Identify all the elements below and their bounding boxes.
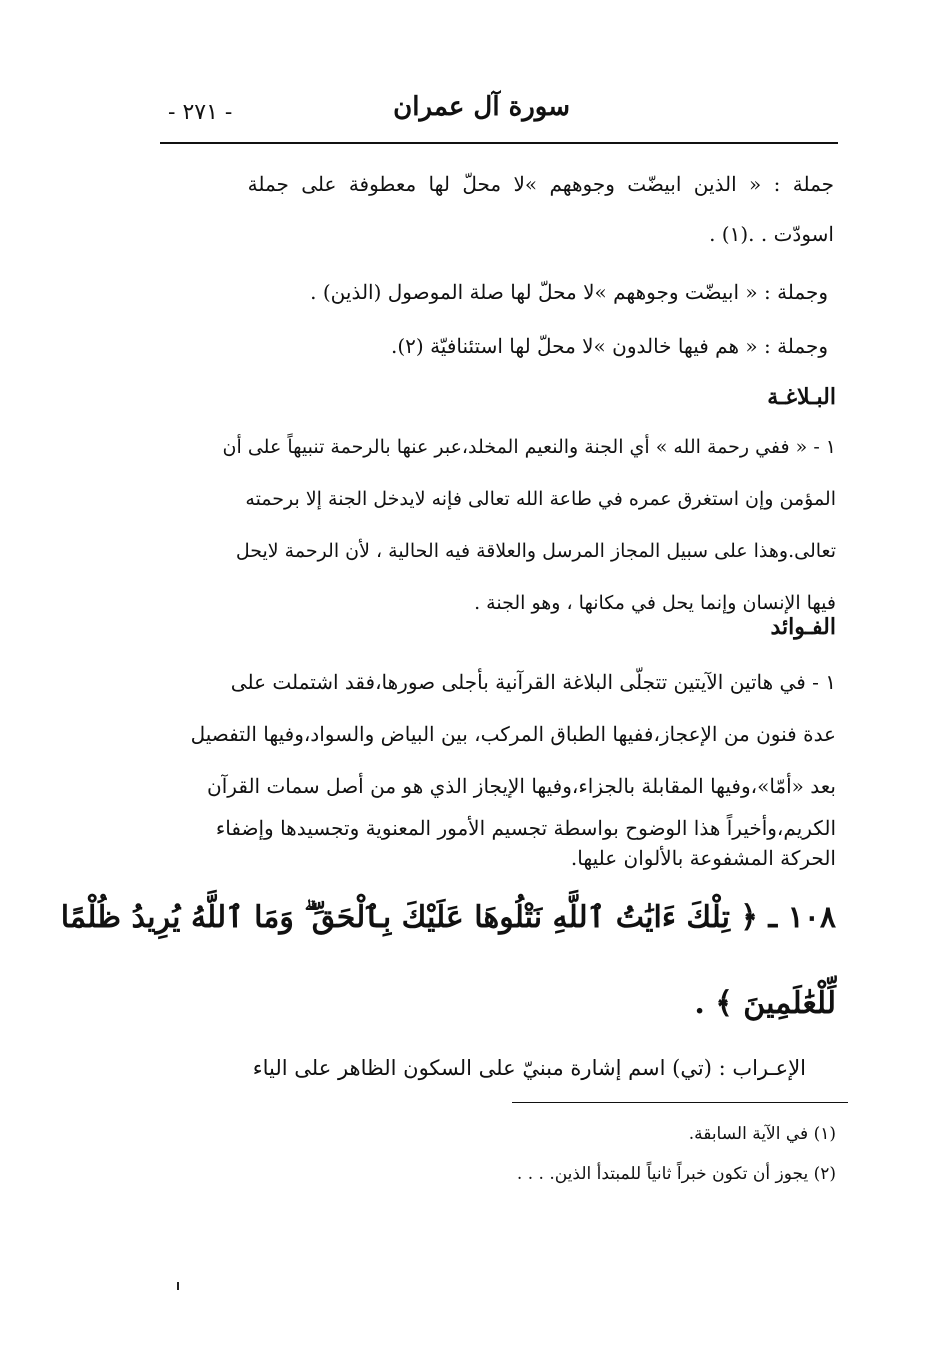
footnote-2: (٢) يجوز أن تكون خبراً ثانياً للمبتدأ الذين. . . .	[516, 1164, 836, 1184]
fawaid-line-5: الحركة المشفوعة بالألوان عليها.	[570, 846, 836, 870]
page-number: - ٢٧١ -	[168, 100, 233, 125]
fawaid-heading: الفـوائد	[770, 614, 836, 640]
fawaid-line-4: الكريم،وأخيراً هذا الوضوح بواسطة تجسيم الأمور المعنوية وتجسيدها وإضفاء	[215, 816, 836, 840]
surah-title: سورة آل عمران	[393, 92, 570, 122]
balagha-line-2: المؤمن وإن استغرق عمره في طاعة الله تعالى فإنه لايدخل الجنة إلا برحمته	[245, 488, 836, 510]
verse-line-1: ١٠٨ ـ ﴿ تِلْكَ ءَايَٰتُ ٱللَّهِ نَتْلُوهَا عَلَيْكَ بِٱلْحَقِّ ۗ وَمَا ٱللَّهُ يُرِيدُ ظُلْمًا	[60, 900, 836, 935]
header-rule	[160, 142, 838, 144]
footnote-1: (١) في الآية السابقة.	[688, 1124, 836, 1144]
stray-mark	[177, 1282, 179, 1290]
fawaid-line-3: بعد «أمّا»،وفيها المقابلة بالجزاء،وفيها الإيجاز الذي هو من أصل سمات القرآن	[207, 774, 836, 798]
page-header	[160, 88, 840, 140]
fawaid-line-1: ١ - في هاتين الآيتين تتجلّى البلاغة القرآنية بأجلى صورها،فقد اشتملت على	[230, 670, 836, 694]
fawaid-line-2: عدة فنون من الإعجاز،ففيها الطباق المركب، بين البياض والسواد،وفيها التفصيل	[190, 722, 836, 746]
irab-line-4: وجملة : « هم فيها خالدون »لا محلّ لها استئنافيّة (٢).	[390, 334, 828, 358]
irab-line-3: وجملة : « ابيضّت وجوههم »لا محلّ لها صلة الموصول (الذين) .	[310, 280, 828, 304]
balagha-line-3: تعالى.وهذا على سبيل المجاز المرسل والعلاقة فيه الحالية ، لأن الرحمة لايحل	[235, 540, 836, 562]
balagha-line-1: ١ - « ففي رحمة الله » أي الجنة والنعيم المخلد،عبر عنها بالرحمة تنبيهاً على أن	[222, 436, 836, 458]
verse-line-2: لِّلْعَٰلَمِينَ ﴾ .	[694, 986, 836, 1021]
balagha-line-4: فيها الإنسان وإنما يحل في مكانها ، وهو الجنة .	[474, 592, 836, 614]
irab-line-1: جملة : « الذين ابيضّت وجوههم »لا محلّ لها معطوفة على جملة	[247, 172, 834, 196]
balagha-heading: البـلاغـة	[767, 384, 836, 410]
irab-line-2: اسودّت . .(١) .	[709, 222, 834, 246]
footnote-rule	[512, 1102, 848, 1103]
irab-verse-line: الإعـراب : (تي) اسم إشارة مبنيّ على السكون الظاهر على الياء	[252, 1056, 806, 1080]
